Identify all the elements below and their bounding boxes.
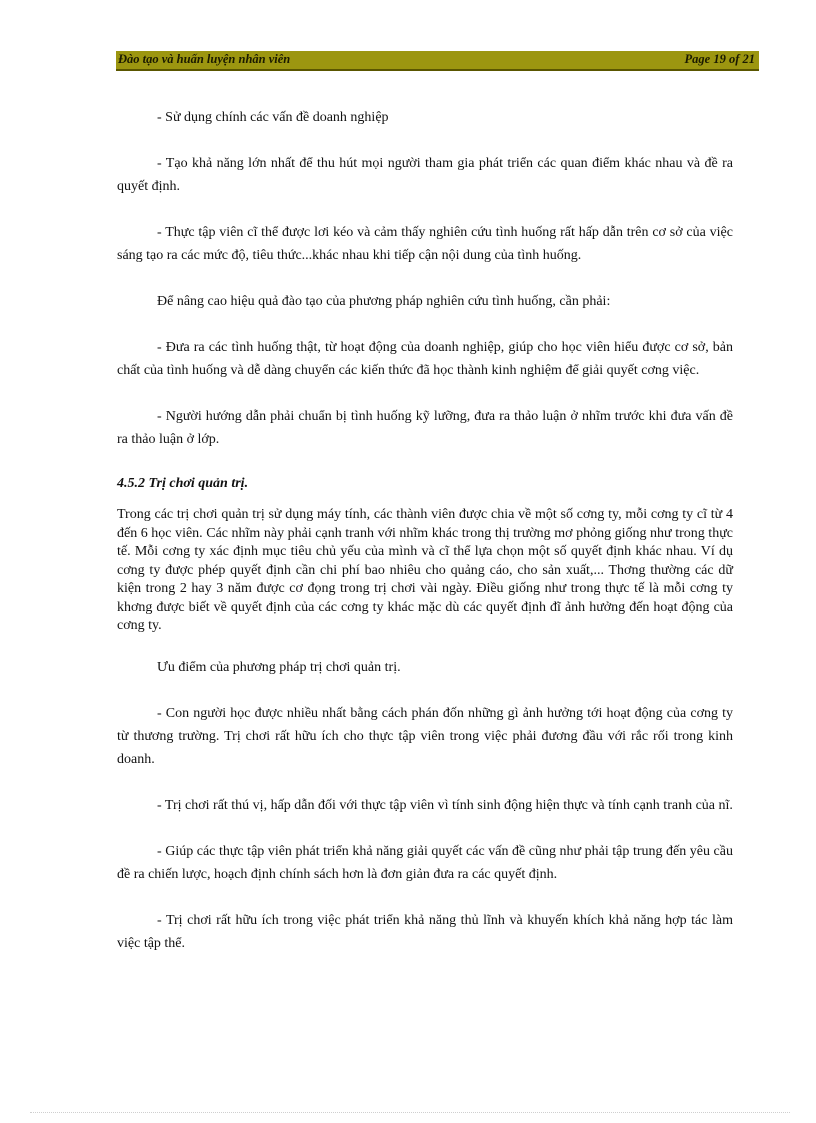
document-title: Đào tạo và huấn luyện nhân viên — [118, 52, 291, 66]
paragraph: - Người hướng dẫn phải chuẩn bị tình huống kỹ lưỡng, đưa ra thảo luận ở nhĩm trước khi đưa vấn đề ra thảo luận ở lớp. — [117, 409, 733, 447]
paragraph: - Sử dụng chính các vấn đề doanh nghiệp — [157, 110, 389, 125]
paragraph: Ưu điểm của phương pháp trị chơi quản trị. — [157, 659, 401, 675]
paragraph: - Thực tập viên cĩ thể được lơi kéo và cảm thấy nghiên cứu tình huống rất hấp dẫn trên cơ sở của việc sáng tạo ra các mức độ, tiêu thức...khác nhau khi tiếp cận nội dung của tình huống. — [117, 225, 733, 263]
paragraph: Để nâng cao hiệu quả đào tạo của phương pháp nghiên cứu tình huống, cần phải: — [157, 294, 611, 309]
footer-divider — [30, 1112, 790, 1113]
intro-paragraph: Trong các trị chơi quản trị sử dụng máy tính, các thành viên được chia về một số cơng ty, mỗi cơng ty cĩ từ 4 đến 6 học viên. Các nhĩm này phải cạnh tranh với nhĩm khác trong thị trường mơ phỏng giống như trong thực tế. Mỗi cơng ty xác định mục tiêu chủ yếu của mình và cĩ thể lựa chọn một số quyết định khác nhau. Ví dụ cơng ty được phép quyết định cần chi phí bao nhiêu cho quảng cáo, cho sản xuất,... Thơng thường các dữ kiện trong 2 hay 3 năm được cơ đọng trong trị chơi vài ngày. Điều giống như trong thực tế là mỗi cơng ty khơng được biết về quyết định của các cơng ty khác mặc dù các quyết định đĩ ảnh hưởng đến hoạt động của cơng ty. — [117, 507, 733, 633]
paragraph: - Con người học được nhiều nhất bằng cách phán đốn những gì ảnh hưởng tới hoạt động của cơng ty từ thương trường. Trị chơi rất hữu ích cho thực tập viên trong việc phải đương đầu với rắc rối trong kinh doanh. — [117, 705, 733, 767]
document-body — [117, 106, 733, 978]
paragraph: - Đưa ra các tình huống thật, từ hoạt động của doanh nghiệp, giúp cho học viên hiểu được cơ sở, bản chất của tình huống và dễ dàng chuyển các kiến thức đã học thành kinh nghiệm để giải quyết cơng việc. — [117, 340, 733, 378]
paragraph: - Giúp các thực tập viên phát triển khả năng giải quyết các vấn đề cũng như phải tập trung đến yêu cầu đề ra chiến lược, hoạch định chính sách hơn là đơn giản đưa ra các quyết định. — [117, 843, 733, 882]
section-heading: 4.5.2 Trị chơi quản trị. — [117, 476, 249, 491]
paragraph: - Trị chơi rất thú vị, hấp dẫn đối với thực tập viên vì tính sinh động hiện thực và tính cạnh tranh của nĩ. — [157, 797, 733, 813]
paragraph: - Tạo khả năng lớn nhất để thu hút mọi người tham gia phát triển các quan điểm khác nhau và đề ra quyết định. — [117, 156, 733, 194]
page-header — [116, 51, 759, 71]
page-number: Page 19 of 21 — [684, 52, 755, 66]
paragraph: - Trị chơi rất hữu ích trong việc phát triển khả năng thủ lĩnh và khuyến khích khả năng hợp tác làm việc tập thể. — [117, 912, 733, 951]
